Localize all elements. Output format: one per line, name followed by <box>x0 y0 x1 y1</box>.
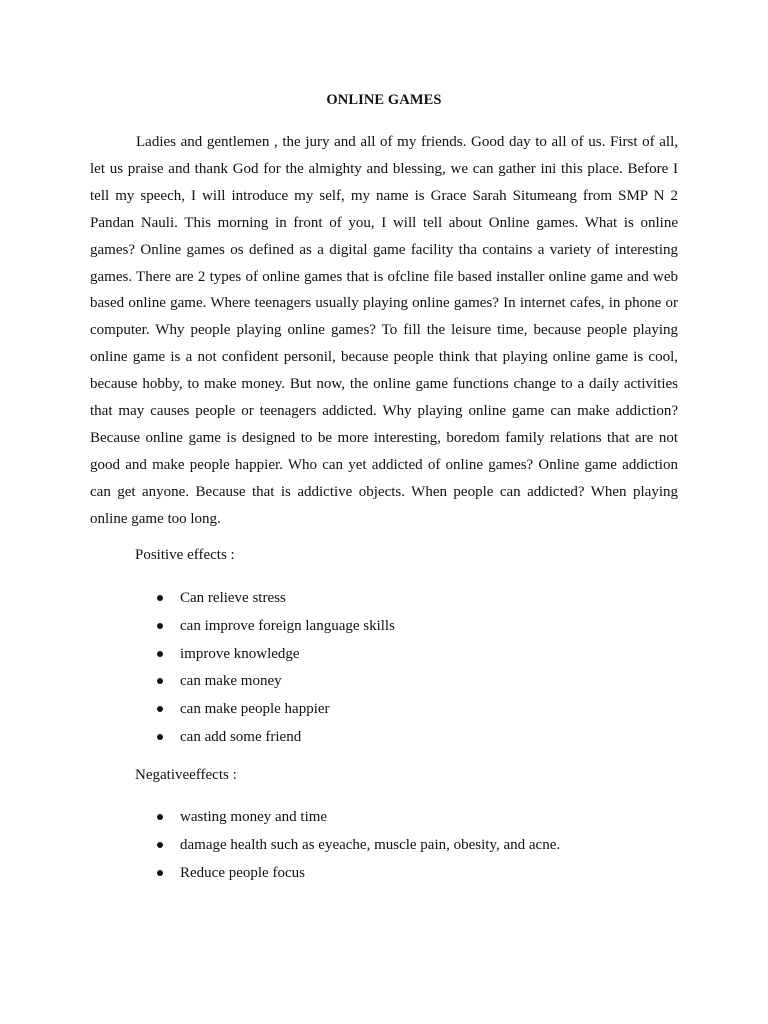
list-item-text: improve knowledge <box>180 645 300 662</box>
list-item <box>135 836 560 864</box>
list-item-text: Can relieve stress <box>180 590 286 606</box>
list-item-text: can add some friend <box>180 728 302 745</box>
speech-paragraph: Ladies and gentlemen , the jury and all of my friends. Good day to all of us. First of all, let us praise and thank God for the almighty and blessing, we can gather ini this place. Before I tell my speech, I will introduce my self, my name is Grace Sarah Situmeang from SMP N 2 Pandan Nauli. This morning in front of you, I will tell about Online games. What is online games? Online games os defined as a digital game facility tha contains a variety of interesting games. There are 2 types of online games that is ofcline file based installer online game and web based online game. Where teenagers usually playing online games? In internet cafes, in phone or computer. Why people playing online games? To fill the leisure time, because people playing online game is a not confident personil, because people think that playing online game is cool, because hobby, to make money. But now, the online game functions change to a daily activities that may causes people or teenagers addicted. Why playing online game can make addiction? Because online game is designed to be more interesting, boredom family relations that are not good and make people happier. Who can yet addicted of online games? Online game addiction can get anyone. Because that is addictive objects. When people can addicted? When playing online game too long. <box>90 134 678 527</box>
document-title: ONLINE GAMES <box>326 92 442 108</box>
list-item-text: damage health such as eyeache, muscle pain, obesity, and acne. <box>180 836 561 853</box>
positive-effects-heading: Positive effects : <box>135 547 235 563</box>
list-item-text: can improve foreign language skills <box>180 617 395 634</box>
list-item <box>135 808 560 836</box>
list-item-text: can make people happier <box>180 701 330 718</box>
negative-effects-heading: Negativeeffects : <box>135 767 237 783</box>
list-item <box>135 700 395 728</box>
bullet-icon <box>157 870 163 876</box>
positive-effects-list <box>135 589 395 756</box>
list-item <box>135 617 395 645</box>
bullet-icon <box>157 623 163 629</box>
bullet-icon <box>157 706 163 712</box>
list-item-text: wasting money and time <box>180 809 328 825</box>
list-item-text: can make money <box>180 673 282 690</box>
list-item <box>135 672 395 700</box>
bullet-icon <box>157 814 163 820</box>
bullet-icon <box>157 678 163 684</box>
list-item <box>135 589 395 617</box>
bullet-icon <box>157 842 163 848</box>
list-item <box>135 864 560 892</box>
list-item <box>135 645 395 673</box>
list-item-text: Reduce people focus <box>180 864 305 881</box>
bullet-icon <box>157 651 163 657</box>
bullet-icon <box>157 734 163 740</box>
negative-effects-list <box>135 808 560 891</box>
bullet-icon <box>157 595 163 601</box>
list-item <box>135 728 395 756</box>
